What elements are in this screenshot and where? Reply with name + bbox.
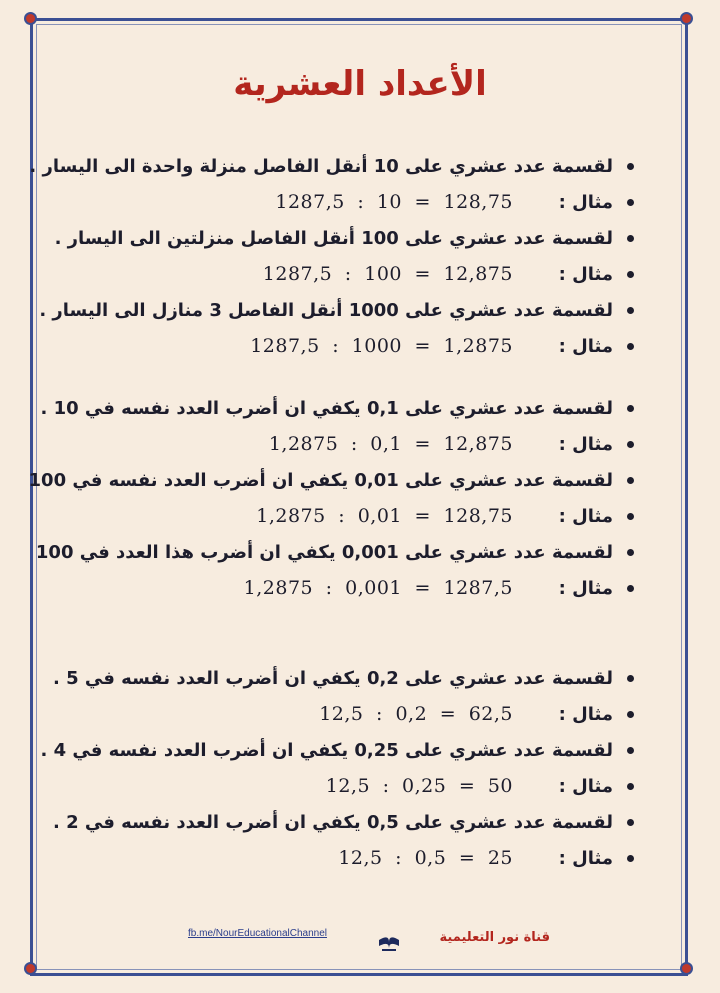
example-item	[60, 498, 634, 534]
bullet-icon	[627, 405, 634, 412]
footer	[180, 922, 550, 962]
example-item	[60, 184, 634, 220]
rule-item	[52, 804, 634, 840]
facebook-link[interactable]: fb.me/NourEducationalChannel	[188, 928, 327, 939]
bullet-icon	[627, 855, 634, 862]
example-label: مثال :	[558, 191, 613, 213]
example-item	[60, 840, 634, 876]
rule-text: لقسمة عدد عشري على 1000 أنقل الفاصل 3 منازل الى اليسار .	[39, 299, 613, 321]
rule-text: لقسمة عدد عشري على 0,001 يكفي ان أضرب هذا العدد في 100	[35, 541, 613, 563]
example-expression: 1,2875 : 0,01 = 128,75	[256, 505, 513, 527]
corner-dot-icon	[24, 962, 37, 975]
rule-text: لقسمة عدد عشري على 0,1 يكفي ان أضرب العدد نفسه في 10 .	[40, 397, 613, 419]
rule-text: لقسمة عدد عشري على 0,01 يكفي ان أضرب العدد نفسه في 100	[28, 469, 613, 491]
example-label: مثال :	[558, 263, 613, 285]
corner-dot-icon	[24, 12, 37, 25]
example-label: مثال :	[558, 433, 613, 455]
bullet-icon	[627, 585, 634, 592]
bullet-icon	[627, 513, 634, 520]
rule-item	[35, 534, 634, 570]
bullet-icon	[627, 711, 634, 718]
example-item	[60, 570, 634, 606]
example-expression: 12,5 : 0,2 = 62,5	[319, 703, 513, 725]
example-expression: 12,5 : 0,5 = 25	[338, 847, 513, 869]
bullet-icon	[627, 783, 634, 790]
example-item	[60, 768, 634, 804]
rule-text: لقسمة عدد عشري على 0,2 يكفي ان أضرب العدد نفسه في 5 .	[52, 667, 613, 689]
corner-dot-icon	[680, 962, 693, 975]
rule-item	[54, 220, 634, 256]
bullet-icon	[627, 199, 634, 206]
example-expression: 12,5 : 0,25 = 50	[325, 775, 513, 797]
bullet-icon	[627, 477, 634, 484]
bullet-icon	[627, 343, 634, 350]
example-expression: 1,2875 : 0,001 = 1287,5	[243, 577, 513, 599]
example-expression: 1287,5 : 10 = 128,75	[275, 191, 513, 213]
bullet-icon	[627, 307, 634, 314]
example-label: مثال :	[558, 703, 613, 725]
example-label: مثال :	[558, 577, 613, 599]
rules-list	[28, 148, 634, 876]
example-label: مثال :	[558, 505, 613, 527]
rule-item	[29, 148, 634, 184]
bullet-icon	[627, 549, 634, 556]
example-expression: 1287,5 : 100 = 12,875	[262, 263, 513, 285]
rule-text: لقسمة عدد عشري على 0,25 يكفي ان أضرب العدد نفسه في 4 .	[40, 739, 613, 761]
channel-name: قناة نور التعليمية	[439, 930, 550, 945]
book-logo-icon	[376, 926, 402, 954]
page-title: الأعداد العشرية	[233, 64, 487, 104]
rule-item	[39, 292, 634, 328]
bullet-icon	[627, 819, 634, 826]
example-item	[60, 426, 634, 462]
example-item	[60, 256, 634, 292]
example-label: مثال :	[558, 847, 613, 869]
example-expression: 1,2875 : 0,1 = 12,875	[268, 433, 513, 455]
corner-dot-icon	[680, 12, 693, 25]
example-item	[60, 328, 634, 364]
example-label: مثال :	[558, 775, 613, 797]
rule-text: لقسمة عدد عشري على 100 أنقل الفاصل منزلتين الى اليسار .	[54, 227, 613, 249]
bullet-icon	[627, 235, 634, 242]
bullet-icon	[627, 747, 634, 754]
bullet-icon	[627, 441, 634, 448]
rule-item	[40, 390, 634, 426]
rule-text: لقسمة عدد عشري على 10 أنقل الفاصل منزلة واحدة الى اليسار .	[29, 155, 613, 177]
example-expression: 1287,5 : 1000 = 1,2875	[250, 335, 513, 357]
example-item	[60, 696, 634, 732]
bullet-icon	[627, 271, 634, 278]
rule-item	[40, 732, 634, 768]
bullet-icon	[627, 675, 634, 682]
rule-text: لقسمة عدد عشري على 0,5 يكفي ان أضرب العدد نفسه في 2 .	[52, 811, 613, 833]
rule-item	[28, 462, 634, 498]
rule-item	[52, 660, 634, 696]
bullet-icon	[627, 163, 634, 170]
example-label: مثال :	[558, 335, 613, 357]
